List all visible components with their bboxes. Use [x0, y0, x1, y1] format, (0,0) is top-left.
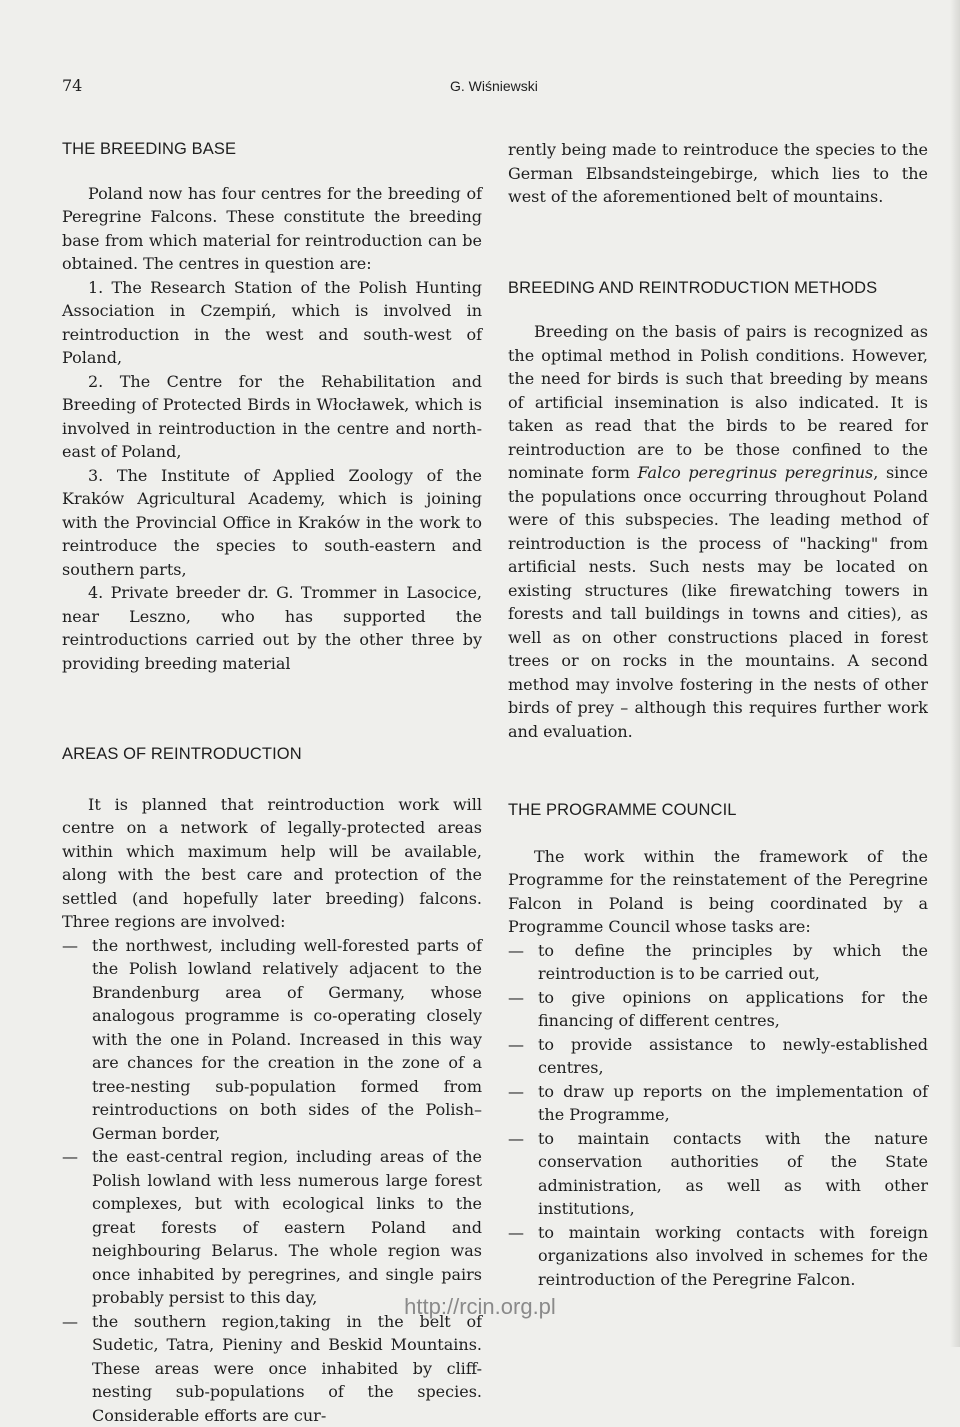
region-text: the southern region,taking in the belt of Sudetic, Tatra, Pieniny and Beskid Mountains. These areas were once inhabited by cliff-nesting sub-populations of the species. Considerable efforts are cur-: [92, 1312, 482, 1425]
region-item: [62, 1310, 482, 1427]
methods-text-2: , since the populations once occurring throughout Poland were of this subspecies. The leading method of reintroduction is the process of "hacking" from artificial nests. Such nests may be located on existing structures (like firewatching towers in forests and tall buildings in towns and cities), as well as on other constructions placed in forest trees or on rocks in the mountains. A second method may involve fostering in the nests of other birds of prey – although this requires further work and evaluation.: [508, 463, 928, 741]
areas-intro: It is planned that reintroduction work will centre on a network of legally-protected areas within which maximum help will be available, along with the best care and protection of the settled (and hopefully later breeding) falcons. Three regions are involved:: [62, 793, 482, 934]
task-item: [508, 1127, 928, 1221]
dash-marker: —: [508, 1127, 524, 1151]
species-name: Falco peregrinus peregrinus: [638, 463, 874, 482]
task-text: to maintain working contacts with foreign organizations also involved in schemes for the reintroduction of the Peregrine Falcon.: [538, 1223, 928, 1289]
region-item: [62, 934, 482, 1146]
dash-marker: —: [508, 986, 524, 1010]
tasks-list: [508, 939, 928, 1292]
task-item: [508, 939, 928, 986]
task-text: to draw up reports on the implementation of the Programme,: [538, 1082, 928, 1125]
left-column: [62, 138, 482, 1427]
methods-text-1: Breeding on the basis of pairs is recognized as the optimal method in Polish conditions. However, the need for birds is such that breeding by means of artificial insemination is also indicated. It is taken as read that the birds to be reared for reintroduction are to be those confined to the nominate form: [508, 322, 928, 482]
running-head: G. Wiśniewski: [450, 78, 538, 94]
dash-marker: —: [508, 1033, 524, 1057]
dash-marker: —: [62, 934, 78, 958]
task-item: [508, 1033, 928, 1080]
areas-heading: AREAS OF REINTRODUCTION: [62, 743, 482, 767]
task-item: [508, 1221, 928, 1292]
council-heading: THE PROGRAMME COUNCIL: [508, 799, 928, 823]
task-text: to maintain contacts with the nature conservation authorities of the State administration, as well as with other institutions,: [538, 1129, 928, 1219]
task-text: to give opinions on applications for the financing of different centres,: [538, 988, 928, 1031]
centre-item: 4. Private breeder dr. G. Trommer in Lasocice, near Leszno, who has supported the reintroductions carried out by the other three by providing breeding material: [62, 581, 482, 675]
dash-marker: —: [62, 1145, 78, 1169]
source-url: http://rcin.org.pl: [0, 1294, 960, 1320]
task-item: [508, 986, 928, 1033]
task-text: to define the principles by which the reintroduction is to be carried out,: [538, 941, 928, 984]
dash-marker: —: [508, 1080, 524, 1104]
dash-marker: —: [508, 1221, 524, 1245]
task-item: [508, 1080, 928, 1127]
centre-item: 2. The Centre for the Rehabilitation and Breeding of Protected Birds in Włocławek, which is involved in reintroduction in the centre and north-east of Poland,: [62, 370, 482, 464]
centre-item: 3. The Institute of Applied Zoology of the Kraków Agricultural Academy, which is joining with the Provincial Office in Kraków in the work to reintroduce the species to south-eastern and southern parts,: [62, 464, 482, 582]
region-text: the northwest, including well-forested parts of the Polish lowland relatively adjacent to the Brandenburg area of Germany, whose analogous programme is co-operating closely with the one in Poland. Increased in this way are chances for the creation in the zone of a tree-nesting sub-population formed from reintroductions on both sides of the Polish–German border,: [92, 936, 482, 1143]
breeding-base-heading: THE BREEDING BASE: [62, 138, 482, 162]
dash-marker: —: [508, 939, 524, 963]
council-intro: The work within the framework of the Programme for the reinstatement of the Peregrine Falcon in Poland is being coordinated by a Programme Council whose tasks are:: [508, 845, 928, 939]
right-column: [508, 138, 928, 1291]
breeding-base-intro: Poland now has four centres for the breeding of Peregrine Falcons. These constitute the breeding base from which material for reintroduction can be obtained. The centres in question are:: [62, 182, 482, 276]
task-text: to provide assistance to newly-established centres,: [538, 1035, 928, 1078]
continuation-paragraph: rently being made to reintroduce the species to the German Elbsandsteingebirge, which lies to the west of the aforementioned belt of mountains.: [508, 138, 928, 209]
centre-item: 1. The Research Station of the Polish Hunting Association in Czempiń, which is involved in reintroduction in the west and south-west of Poland,: [62, 276, 482, 370]
dash-marker: —: [62, 1310, 78, 1334]
page-edge-shadow: [950, 0, 960, 1347]
methods-heading: BREEDING AND REINTRODUCTION METHODS: [508, 277, 928, 301]
regions-list: [62, 934, 482, 1427]
region-item: [62, 1145, 482, 1310]
methods-paragraph: [508, 320, 928, 743]
page-number: 74: [62, 76, 82, 95]
region-text: the east-central region, including areas of the Polish lowland with less numerous large forest complexes, but with ecological links to the great forests of eastern Poland and neighbouring Belarus. The whole region was once inhabited by peregrines, and single pairs probably persist to this day,: [92, 1147, 482, 1307]
